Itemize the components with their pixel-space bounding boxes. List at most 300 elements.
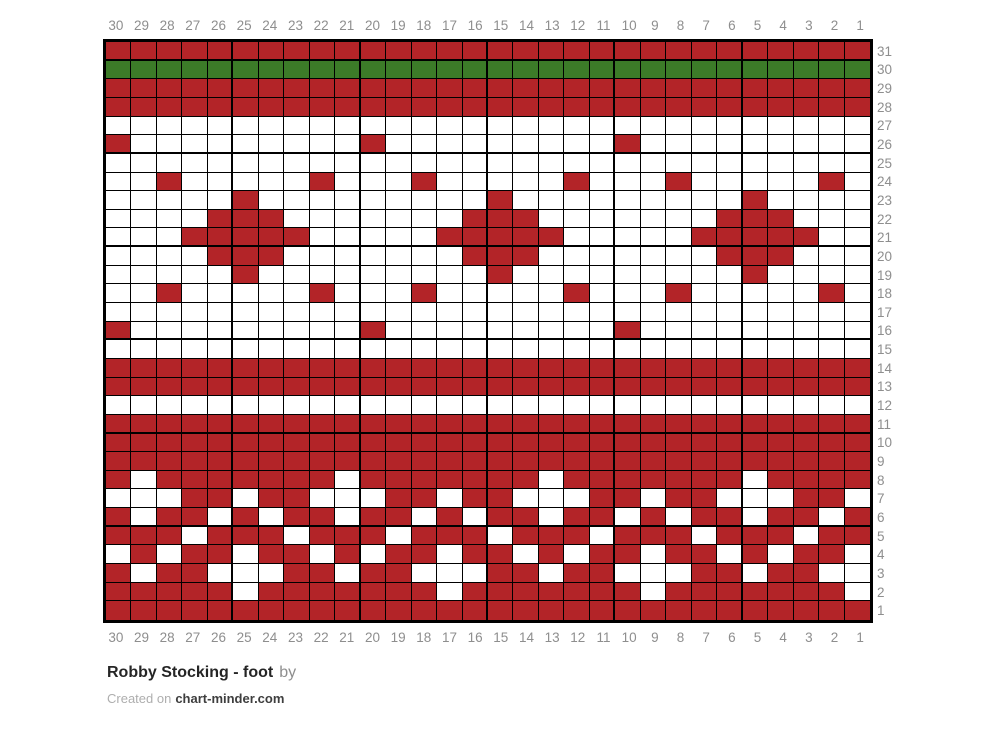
grid-cell (157, 527, 182, 546)
grid-cell (564, 98, 589, 117)
grid-cell (463, 173, 488, 192)
grid-cell (437, 98, 462, 117)
grid-cell (845, 266, 870, 285)
grid-cell (310, 173, 335, 192)
grid-cell (233, 452, 258, 471)
grid-cell (819, 79, 844, 98)
grid-cell (488, 471, 513, 490)
grid-cell (284, 173, 309, 192)
grid-cell (361, 508, 386, 527)
grid-cell (259, 452, 284, 471)
grid-cell (717, 173, 742, 192)
grid-cell (335, 489, 360, 508)
grid-cell (513, 601, 538, 620)
grid-cell (539, 117, 564, 136)
grid-cell (768, 415, 793, 434)
grid-cell (182, 61, 207, 80)
grid-cell (310, 247, 335, 266)
grid-cell (182, 117, 207, 136)
grid-cell (361, 228, 386, 247)
grid-cell (131, 228, 156, 247)
grid-cell (743, 228, 768, 247)
axis-label: 30 (108, 18, 124, 33)
grid-cell (361, 303, 386, 322)
grid-cell (131, 303, 156, 322)
axis-label: 19 (390, 18, 406, 33)
grid-cell (259, 489, 284, 508)
grid-cell (259, 508, 284, 527)
grid-cell (845, 489, 870, 508)
grid-cell (157, 191, 182, 210)
grid-cell (437, 173, 462, 192)
grid-cell (615, 359, 640, 378)
grid-cell (335, 583, 360, 602)
grid-cell (284, 154, 309, 173)
grid-cell (157, 173, 182, 192)
grid-cell (666, 79, 691, 98)
grid-cell (615, 601, 640, 620)
grid-cell (335, 508, 360, 527)
grid-cell (488, 210, 513, 229)
grid-cell (335, 210, 360, 229)
grid-cell (590, 601, 615, 620)
grid-cell (182, 415, 207, 434)
grid-cell (182, 228, 207, 247)
grid-cell (692, 601, 717, 620)
grid-cell (641, 284, 666, 303)
grid-cell (743, 322, 768, 341)
grid-cell (233, 284, 258, 303)
grid-cell (513, 228, 538, 247)
grid-cell (819, 489, 844, 508)
grid-cell (463, 154, 488, 173)
grid-cell (259, 117, 284, 136)
grid-cell (641, 98, 666, 117)
grid-cell (157, 564, 182, 583)
grid-cell (361, 340, 386, 359)
grid-cell (615, 98, 640, 117)
grid-cell (692, 42, 717, 61)
grid-cell (539, 284, 564, 303)
grid-cell (743, 173, 768, 192)
grid-cell (641, 508, 666, 527)
grid-cell (641, 135, 666, 154)
grid-cell (208, 434, 233, 453)
grid-cell (488, 247, 513, 266)
grid-cell (335, 135, 360, 154)
grid-cell (412, 415, 437, 434)
axis-label: 27 (185, 18, 201, 33)
grid-cell (590, 340, 615, 359)
grid-cell (310, 98, 335, 117)
grid-cell (845, 601, 870, 620)
grid-cell (259, 61, 284, 80)
grid-cell (106, 545, 131, 564)
grid-cell (233, 601, 258, 620)
grid-cell (666, 396, 691, 415)
grid-cell (743, 154, 768, 173)
grid-cell (233, 61, 258, 80)
grid-cell (743, 340, 768, 359)
grid-cell (641, 452, 666, 471)
grid-cell (641, 42, 666, 61)
grid-cell (437, 359, 462, 378)
grid-cell (131, 545, 156, 564)
grid-cell (233, 154, 258, 173)
grid-cell (768, 322, 793, 341)
grid-cell (208, 284, 233, 303)
grid-cell (208, 79, 233, 98)
grid-cell (615, 266, 640, 285)
grid-cell (335, 284, 360, 303)
grid-cell (310, 452, 335, 471)
grid-cell (131, 340, 156, 359)
grid-cell (743, 583, 768, 602)
grid-cell (259, 303, 284, 322)
credit-line (107, 691, 284, 706)
grid-cell (666, 117, 691, 136)
grid-cell (564, 42, 589, 61)
grid-cell (666, 284, 691, 303)
grid-cell (488, 284, 513, 303)
grid-cell (794, 378, 819, 397)
grid-cell (437, 42, 462, 61)
grid-cell (488, 434, 513, 453)
grid-cell (641, 266, 666, 285)
grid-cell (539, 583, 564, 602)
grid-cell (743, 117, 768, 136)
grid-cell (131, 79, 156, 98)
axis-label: 23 (287, 18, 303, 33)
axis-label: 7 (702, 630, 710, 645)
grid-cell (564, 359, 589, 378)
axis-label: 28 (159, 630, 175, 645)
grid-cell (717, 284, 742, 303)
grid-cell (157, 228, 182, 247)
grid-cell (386, 601, 411, 620)
grid-cell (284, 489, 309, 508)
grid-cell (233, 117, 258, 136)
grid-cell (361, 154, 386, 173)
grid-cell (361, 378, 386, 397)
grid-cell (845, 564, 870, 583)
grid-cell (386, 117, 411, 136)
grid-cell (845, 545, 870, 564)
grid-cell (692, 471, 717, 490)
grid-cell (794, 61, 819, 80)
grid-cell (412, 322, 437, 341)
grid-cell (131, 601, 156, 620)
grid-cell (208, 266, 233, 285)
grid-cell (564, 415, 589, 434)
grid-cell (768, 284, 793, 303)
grid-cell (386, 527, 411, 546)
grid-cell (437, 303, 462, 322)
grid-cell (463, 42, 488, 61)
grid-cell (845, 471, 870, 490)
grid-cell (513, 266, 538, 285)
grid-cell (182, 527, 207, 546)
grid-cell (463, 452, 488, 471)
grid-cell (717, 434, 742, 453)
grid-cell (208, 415, 233, 434)
grid-cell (845, 396, 870, 415)
grid-cell (284, 284, 309, 303)
grid-cell (794, 154, 819, 173)
grid-cell (284, 135, 309, 154)
grid-cell (768, 396, 793, 415)
grid-cell (513, 545, 538, 564)
grid-cell (564, 173, 589, 192)
grid-cell (488, 489, 513, 508)
grid-cell (768, 61, 793, 80)
grid-cell (310, 322, 335, 341)
grid-cell (208, 564, 233, 583)
grid-cell (437, 489, 462, 508)
grid-cell (666, 489, 691, 508)
grid-cell (259, 471, 284, 490)
axis-label: 9 (651, 630, 659, 645)
axis-label: 4 (779, 630, 787, 645)
grid-cell (641, 173, 666, 192)
grid-cell (310, 564, 335, 583)
site-link[interactable]: chart-minder.com (175, 691, 285, 706)
grid-cell (437, 415, 462, 434)
grid-cell (845, 61, 870, 80)
grid-cell (488, 79, 513, 98)
grid-cell (819, 583, 844, 602)
grid-cell (310, 61, 335, 80)
grid-cell (233, 489, 258, 508)
grid-cell (794, 135, 819, 154)
grid-cell (590, 452, 615, 471)
grid-cell (310, 489, 335, 508)
grid-cell (590, 61, 615, 80)
grid-cell (233, 210, 258, 229)
grid-cell (106, 452, 131, 471)
grid-cell (284, 61, 309, 80)
grid-cell (437, 583, 462, 602)
grid-cell (666, 378, 691, 397)
axis-label: 20 (877, 248, 893, 264)
grid-cell (386, 434, 411, 453)
grid-cell (768, 79, 793, 98)
grid-cell (284, 378, 309, 397)
axis-label: 26 (210, 18, 226, 33)
axis-label: 16 (467, 18, 483, 33)
grid-cell (666, 173, 691, 192)
axis-label: 26 (210, 630, 226, 645)
grid-cell (743, 284, 768, 303)
axis-label: 14 (877, 360, 893, 376)
grid-cell (157, 378, 182, 397)
grid-cell (386, 303, 411, 322)
axis-label: 23 (877, 192, 893, 208)
grid-cell (463, 583, 488, 602)
grid-cell (463, 303, 488, 322)
grid-cell (717, 452, 742, 471)
grid-cell (539, 564, 564, 583)
grid-cell (335, 247, 360, 266)
grid-cell (794, 415, 819, 434)
grid-cell (768, 266, 793, 285)
grid-cell (488, 61, 513, 80)
grid-cell (539, 42, 564, 61)
grid-cell (717, 79, 742, 98)
grid-cell (233, 378, 258, 397)
grid-cell (819, 545, 844, 564)
grid-cell (361, 266, 386, 285)
grid-cell (615, 247, 640, 266)
grid-cell (794, 247, 819, 266)
grid-cell (310, 396, 335, 415)
grid-cell (717, 527, 742, 546)
grid-cell (437, 154, 462, 173)
grid-cell (692, 489, 717, 508)
grid-cell (641, 434, 666, 453)
grid-cell (692, 191, 717, 210)
grid-cell (386, 228, 411, 247)
grid-cell (768, 378, 793, 397)
grid-cell (717, 228, 742, 247)
grid-cell (794, 396, 819, 415)
grid-cell (590, 322, 615, 341)
grid-cell (208, 303, 233, 322)
grid-cell (335, 117, 360, 136)
grid-cell (743, 508, 768, 527)
grid-cell (692, 359, 717, 378)
grid-cell (386, 545, 411, 564)
grid-cell (743, 378, 768, 397)
grid-cell (106, 489, 131, 508)
axis-label: 12 (570, 18, 586, 33)
grid-cell (615, 154, 640, 173)
grid-cell (106, 228, 131, 247)
grid-cell (692, 284, 717, 303)
grid-cell (259, 396, 284, 415)
grid-cell (743, 359, 768, 378)
grid-cell (412, 583, 437, 602)
grid-cell (335, 173, 360, 192)
grid-cell (666, 191, 691, 210)
grid-cell (463, 284, 488, 303)
grid-cell (845, 42, 870, 61)
grid-cell (641, 415, 666, 434)
grid-cell (692, 154, 717, 173)
grid-cell (819, 359, 844, 378)
grid-cell (208, 191, 233, 210)
grid-cell (284, 583, 309, 602)
grid-cell (437, 396, 462, 415)
grid-cell (845, 117, 870, 136)
grid-cell (208, 489, 233, 508)
grid-cell (182, 434, 207, 453)
grid-cell (692, 415, 717, 434)
grid-cell (615, 42, 640, 61)
grid-cell (513, 154, 538, 173)
grid-cell (361, 79, 386, 98)
grid-cell (106, 61, 131, 80)
grid-cell (182, 303, 207, 322)
grid-cell (157, 545, 182, 564)
axis-label: 30 (877, 62, 893, 78)
grid-cell (794, 583, 819, 602)
grid-cell (717, 266, 742, 285)
grid-cell (794, 228, 819, 247)
grid-cell (208, 247, 233, 266)
grid-cell (641, 61, 666, 80)
grid-cell (259, 173, 284, 192)
grid-cell (182, 564, 207, 583)
grid-cell (182, 545, 207, 564)
grid-cell (615, 471, 640, 490)
axis-label: 10 (877, 435, 893, 451)
axis-label: 1 (856, 18, 864, 33)
grid-cell (284, 210, 309, 229)
created-on-label: Created on (107, 691, 172, 706)
grid-cell (106, 471, 131, 490)
grid-cell (666, 303, 691, 322)
grid-cell (335, 527, 360, 546)
grid-cell (208, 545, 233, 564)
grid-cell (743, 266, 768, 285)
grid-cell (564, 340, 589, 359)
grid-cell (259, 228, 284, 247)
grid-cell (666, 508, 691, 527)
grid-cell (717, 61, 742, 80)
axis-label: 18 (416, 18, 432, 33)
grid-cell (794, 601, 819, 620)
grid-cell (233, 564, 258, 583)
grid-cell (845, 228, 870, 247)
grid-cell (564, 396, 589, 415)
grid-cell (666, 340, 691, 359)
grid-cell (463, 601, 488, 620)
grid-cell (437, 266, 462, 285)
grid-cell (208, 42, 233, 61)
grid-cell (794, 340, 819, 359)
grid-cell (386, 489, 411, 508)
grid-cell (845, 210, 870, 229)
grid-cell (335, 564, 360, 583)
grid-cell (794, 117, 819, 136)
grid-cell (412, 527, 437, 546)
grid-cell (513, 396, 538, 415)
grid-cell (463, 564, 488, 583)
grid-cell (641, 191, 666, 210)
grid-cell (539, 396, 564, 415)
grid-cell (768, 42, 793, 61)
grid-cell (768, 359, 793, 378)
grid-cell (233, 434, 258, 453)
axis-label: 6 (877, 509, 885, 525)
grid-cell (564, 545, 589, 564)
axis-label: 6 (728, 18, 736, 33)
grid-cell (335, 601, 360, 620)
grid-cell (513, 61, 538, 80)
grid-cell (437, 79, 462, 98)
grid-cell (182, 247, 207, 266)
axis-label: 7 (877, 491, 885, 507)
grid-cell (259, 359, 284, 378)
grid-cell (564, 210, 589, 229)
grid-cell (106, 601, 131, 620)
grid-cell (386, 173, 411, 192)
axis-label: 1 (877, 603, 885, 619)
grid-cell (666, 42, 691, 61)
grid-cell (106, 79, 131, 98)
grid-cell (131, 247, 156, 266)
